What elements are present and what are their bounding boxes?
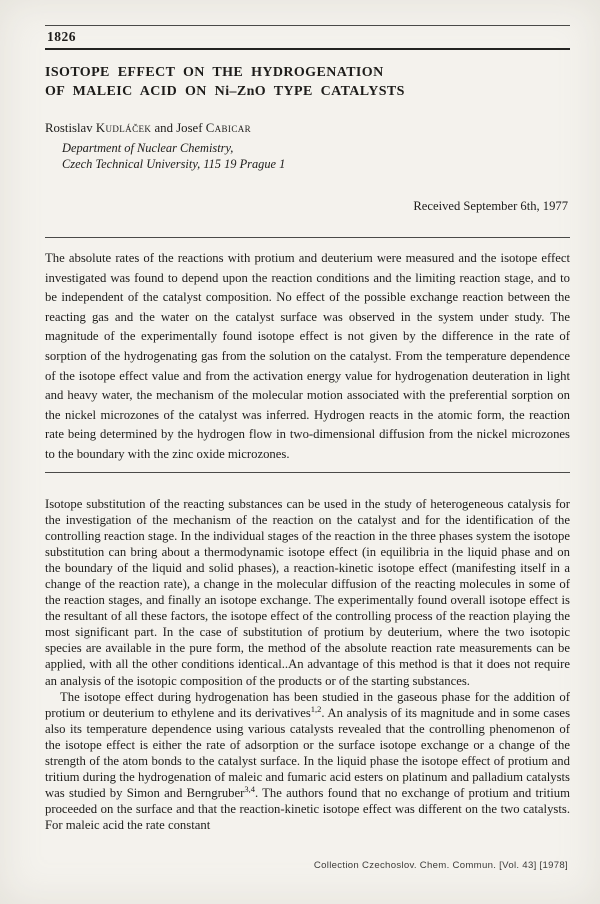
reference-superscript-1: 1,2 bbox=[310, 703, 322, 714]
affiliation bbox=[45, 141, 570, 172]
abstract: The absolute rates of the reactions with protium and deuterium were measured and the isotope effect investigated was found to depend upon the reaction conditions and the limiting reaction stage, and to be independent of the catalyst composition. No effect of the possible exchange reaction between the reacting gas and the water on the catalyst surface was observed in the system under study. The magnitude of the experimentally found isotope effect is not given by the difference in the rate of sorption of the hydrogenating gas from the solution on the catalyst. From the temperature dependence of the isotope effect value and from the activation energy value for hydrogenation deuteration in light and heavy water, the mechanism of the molecular motion associated with the preferential sorption on the nickel microzones of the catalyst was inferred. Hydrogen reacts in the atomic form, the reaction rate being determined by the hydrogen flow in two-dimensional diffusion from the nickel microzones to the boundary with the zinc oxide microzones. bbox=[45, 251, 570, 461]
journal-footer-citation: Collection Czechoslov. Chem. Commun. [Vol. 43] [1978] bbox=[313, 859, 568, 871]
page-number: 1826 bbox=[47, 29, 76, 44]
author-2-last: Cabicar bbox=[205, 121, 252, 135]
title-line-2: OF MALEIC ACID ON Ni–ZnO TYPE CATALYSTS bbox=[45, 84, 405, 99]
author-2-first: Josef bbox=[176, 121, 206, 135]
author-1-last: Kudláček bbox=[95, 121, 152, 135]
author-byline bbox=[45, 121, 570, 136]
affiliation-line-1: Department of Nuclear Chemistry, bbox=[62, 141, 234, 155]
article-title bbox=[45, 63, 570, 101]
author-1-first: Rostislav bbox=[45, 121, 96, 135]
masthead bbox=[45, 25, 570, 50]
masthead-rule-bottom bbox=[45, 48, 570, 50]
title-line-1: ISOTOPE EFFECT ON THE HYDROGENATION bbox=[45, 65, 384, 80]
abstract-rule-bottom bbox=[45, 472, 570, 473]
author-conjunction: and bbox=[151, 121, 177, 135]
affiliation-line-2: Czech Technical University, 115 19 Prague 1 bbox=[62, 156, 286, 171]
body-paragraph-2 bbox=[45, 689, 570, 834]
received-date: Received September 6th, 1977 bbox=[413, 199, 568, 213]
reference-superscript-2: 3,4 bbox=[244, 783, 255, 794]
body-paragraph-1: Isotope substitution of the reacting substances can be used in the study of heterogeneous catalysis for the investigation of the mechanism of the reaction on the catalyst and for the identification of the controlling reaction stage. In the individual stages of the reaction in the three phases system the isotope substitution can bring about a thermodynamic isotope effect (in equilibria in the liquid phase and on the boundary of the liquid and solid phases), a reaction-kinetic isotope effect (manifesting itself in a change of the reaction rate), a change in the molecular diffusion of the reacting molecules in some of the reaction stages, and finally an isotope exchange. The experimentally found overall isotope effect is the resultant of all these factors, the isotope effect of the controlling process of the reaction playing the most significant part. In the case of substitution of protium by deuterium, where the two isotopic species are available in the pure form, the method of the absolute reaction rate measurements can be applied, with all the other conditions identical..An advantage of this method is that it does not require an analysis of the isotopic composition of the products or of the starting substances. bbox=[45, 496, 570, 688]
body-text bbox=[45, 496, 570, 834]
abstract-rule-top bbox=[45, 237, 570, 238]
para2-segment-3: . The authors found that no exchange of protium and tritium proceeded on the surface and that the reaction-kinetic isotope effect was different on the two catalysts. For maleic acid the rate constant bbox=[45, 786, 570, 833]
para2-segment-2: . An analysis of its magnitude and in some cases also its temperature dependence using various catalysts revealed that the controlling phenomenon of the isotope effect is either the rate of adsorption or the surface isotope exchange or a change of the strength of the atom bonds to the catalyst surface. In the liquid phase the isotope effect of protium and tritium during the hydrogenation of maleic and fumaric acid esters on platinum and palladium catalysts was studied by Simon and Berngruber bbox=[45, 705, 571, 801]
para2-segment-1: The isotope effect during hydrogenation has been studied in the gaseous phase for the addition of protium or deuterium to ethylene and its derivatives bbox=[45, 689, 570, 720]
